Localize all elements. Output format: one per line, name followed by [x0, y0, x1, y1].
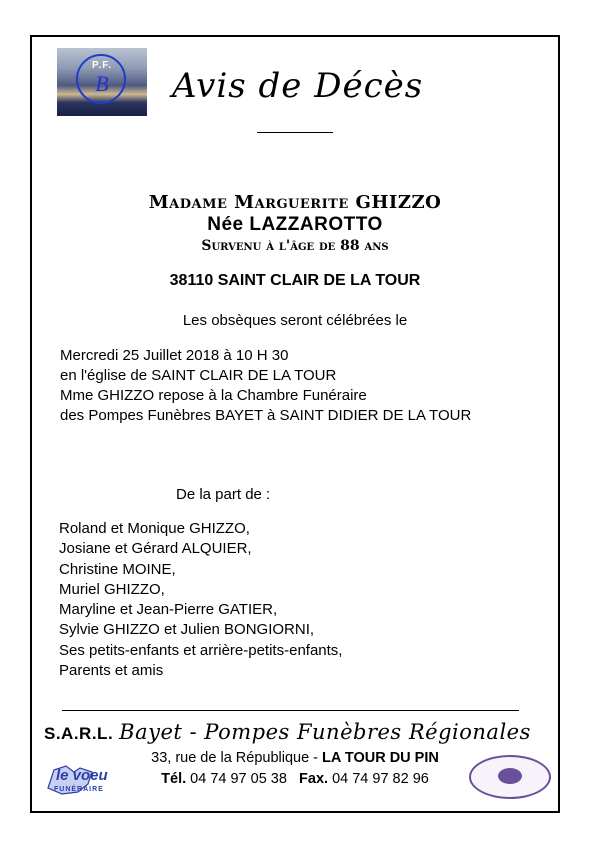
seal-emblem: [498, 768, 522, 784]
family-intro: De la part de :: [176, 486, 271, 503]
tel-number: 04 74 97 05 38: [186, 771, 287, 787]
company-line: [44, 720, 531, 744]
logo-b-letter: B: [95, 71, 109, 96]
family-member: Parents et amis: [59, 662, 164, 680]
logo-pf-text: P.F.: [92, 60, 112, 71]
town-line: 38110 SAINT CLAIR DE LA TOUR: [169, 272, 421, 289]
ceremony-details: [60, 346, 471, 426]
ceremony-line: en l'église de SAINT CLAIR DE LA TOUR: [60, 367, 337, 384]
page-title: Avis de Décès: [172, 66, 424, 106]
title-divider: [257, 132, 333, 133]
street-address: 33, rue de la République -: [151, 750, 323, 766]
ceremony-line: des Pompes Funèbres BAYET à SAINT DIDIER DE LA TOUR: [60, 407, 472, 424]
family-member: Ses petits-enfants et arrière-petits-enfants,: [59, 641, 343, 659]
family-member: Muriel GHIZZO,: [59, 580, 165, 598]
company-city: LA TOUR DU PIN: [322, 750, 439, 766]
ceremony-line: Mercredi 25 Juillet 2018 à 10 H 30: [60, 347, 289, 364]
svg-text:le voeu: le voeu: [56, 767, 108, 784]
company-name: Bayet - Pompes Funèbres Régionales: [119, 720, 531, 744]
funeral-intro: Les obsèques seront célébrées le: [182, 312, 408, 329]
pf-b-logo: [57, 48, 147, 116]
ceremony-line: Mme GHIZZO repose à la Chambre Funéraire: [60, 387, 367, 404]
le-voeu-funeraire-logo: [44, 758, 134, 796]
company-type: S.A.R.L.: [44, 724, 114, 743]
maiden-name: Née LAZZAROTTO: [207, 214, 383, 235]
deceased-name: Madame Marguerite GHIZZO: [148, 192, 442, 213]
fax-label: Fax.: [299, 771, 329, 787]
entreprise-seal-logo: [469, 755, 551, 799]
family-member: Roland et Monique GHIZZO,: [59, 520, 250, 537]
family-member: Josiane et Gérard ALQUIER,: [59, 540, 252, 558]
footer-divider: [62, 710, 519, 711]
tel-label: Tél.: [161, 771, 187, 787]
family-member: Sylvie GHIZZO et Julien BONGIORNI,: [59, 621, 315, 639]
svg-text:FUNÉRAIRE: FUNÉRAIRE: [54, 786, 104, 793]
family-member: Maryline et Jean-Pierre GATIER,: [59, 601, 278, 619]
family-list: [59, 519, 342, 681]
age-line: Survenu à l'âge de 88 ans: [201, 238, 389, 254]
fax-number: 04 74 97 82 96: [328, 771, 429, 787]
family-member: Christine MOINE,: [59, 560, 176, 578]
